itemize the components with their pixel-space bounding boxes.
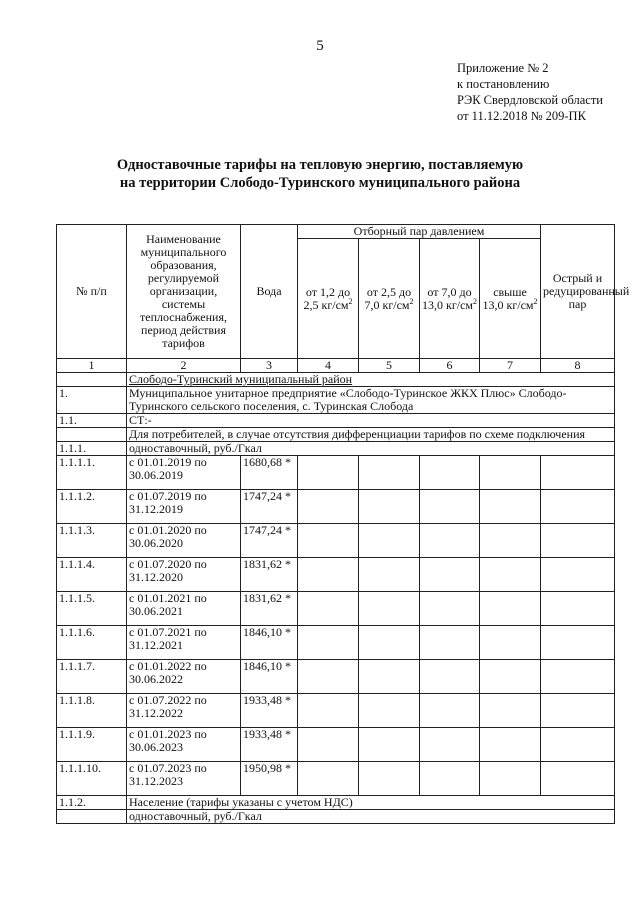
water-tariff: 1950,98 * xyxy=(241,762,298,796)
period: с 01.01.2023 по 30.06.2023 xyxy=(127,728,241,762)
table-row xyxy=(57,728,615,762)
water-tariff: 1831,62 * xyxy=(241,592,298,626)
water-tariff: 1846,10 * xyxy=(241,660,298,694)
row-number: 1.1.1.6. xyxy=(57,626,127,660)
appendix-line: к постановлению xyxy=(457,77,550,91)
appendix-line: РЭК Свердловской области xyxy=(457,93,603,107)
row-number: 1.1.1.2. xyxy=(57,490,127,524)
table-row xyxy=(57,626,615,660)
population-single-rate-label: одноставочный, руб./Гкал xyxy=(127,810,615,824)
consumers-row xyxy=(57,428,615,442)
row-number: 1.1.1.4. xyxy=(57,558,127,592)
header-sharp-steam: Острый и редуцированный пар xyxy=(541,225,615,359)
table-row xyxy=(57,456,615,490)
period: с 01.01.2019 по 30.06.2019 xyxy=(127,456,241,490)
population-row xyxy=(57,796,615,810)
col-number: 8 xyxy=(541,359,615,373)
period: с 01.01.2022 по 30.06.2022 xyxy=(127,660,241,694)
period: с 01.07.2021 по 31.12.2021 xyxy=(127,626,241,660)
organization-row xyxy=(57,387,615,414)
district-name: Слободо-Туринский муниципальный район xyxy=(127,373,615,387)
col-number: 2 xyxy=(127,359,241,373)
col-number: 1 xyxy=(57,359,127,373)
row-number: 1.1.1.9. xyxy=(57,728,127,762)
appendix-line: Приложение № 2 xyxy=(457,61,549,75)
water-tariff: 1933,48 * xyxy=(241,728,298,762)
table-row xyxy=(57,660,615,694)
population-single-rate-row xyxy=(57,810,615,824)
period: с 01.07.2022 по 31.12.2022 xyxy=(127,694,241,728)
period: с 01.07.2023 по 31.12.2023 xyxy=(127,762,241,796)
period: с 01.01.2021 по 30.06.2021 xyxy=(127,592,241,626)
title-line: на территории Слободо-Туринского муниципального района xyxy=(119,175,521,191)
water-tariff: 1831,62 * xyxy=(241,558,298,592)
header-pressure-2: от 2,5 до 7,0 $кг/см^2$ xyxy=(359,239,420,359)
population-label: Население (тарифы указаны с учетом НДС) xyxy=(127,796,615,810)
col-number: 6 xyxy=(420,359,480,373)
system-row xyxy=(57,414,615,428)
header-steam-group: Отборный пар давлением xyxy=(298,225,541,239)
col-number: 5 xyxy=(359,359,420,373)
page-number: 5 xyxy=(316,38,324,54)
col-number: 3 xyxy=(241,359,298,373)
row-number: 1.1. xyxy=(57,414,127,428)
header-pressure-3: от 7,0 до 13,0 $кг/см^2$ xyxy=(420,239,480,359)
water-tariff: 1846,10 * xyxy=(241,626,298,660)
district-row xyxy=(57,373,615,387)
row-number: 1.1.1. xyxy=(57,442,127,456)
table-row xyxy=(57,592,615,626)
period: с 01.07.2019 по 31.12.2019 xyxy=(127,490,241,524)
appendix-line: от 11.12.2018 № 209-ПК xyxy=(457,109,586,123)
header-name: Наименование муниципального образования, регулируемой организации, системы теплоснабжения, период действия тарифов xyxy=(127,225,241,359)
document-title xyxy=(0,156,640,192)
system-label: СТ:- xyxy=(127,414,615,428)
header-pressure-4: свыше 13,0 $кг/см^2$ xyxy=(480,239,541,359)
title-line: Одноставочные тарифы на тепловую энергию, поставляемую xyxy=(116,157,524,173)
organization-name: Муниципальное унитарное предприятие «Слободо-Туринское ЖКХ Плюс» Слободо-Туринского сельского поселения, с. Туринская Слобода xyxy=(127,387,615,414)
single-rate-label: одноставочный, руб./Гкал xyxy=(127,442,615,456)
table-row xyxy=(57,762,615,796)
single-rate-row xyxy=(57,442,615,456)
header-pressure-1: от 1,2 до 2,5 $кг/см^2$ xyxy=(298,239,359,359)
row-number: 1. xyxy=(57,387,127,414)
row-number: 1.1.1.10. xyxy=(57,762,127,796)
table-row xyxy=(57,490,615,524)
water-tariff: 1680,68 * xyxy=(241,456,298,490)
row-number: 1.1.1.1. xyxy=(57,456,127,490)
tariff-table xyxy=(56,224,630,824)
row-number: 1.1.1.3. xyxy=(57,524,127,558)
table-row xyxy=(57,694,615,728)
table-row xyxy=(57,524,615,558)
row-number: 1.1.2. xyxy=(57,796,127,810)
water-tariff: 1933,48 * xyxy=(241,694,298,728)
appendix-reference xyxy=(457,60,603,124)
header-num: № п/п xyxy=(57,225,127,359)
column-numbers-row xyxy=(57,359,615,373)
period: с 01.07.2020 по 31.12.2020 xyxy=(127,558,241,592)
period: с 01.01.2020 по 30.06.2020 xyxy=(127,524,241,558)
row-number: 1.1.1.5. xyxy=(57,592,127,626)
row-number: 1.1.1.7. xyxy=(57,660,127,694)
col-number: 4 xyxy=(298,359,359,373)
header-water: Вода xyxy=(241,225,298,359)
water-tariff: 1747,24 * xyxy=(241,524,298,558)
col-number: 7 xyxy=(480,359,541,373)
row-number: 1.1.1.8. xyxy=(57,694,127,728)
table-row xyxy=(57,558,615,592)
water-tariff: 1747,24 * xyxy=(241,490,298,524)
consumers-label: Для потребителей, в случае отсутствия дифференциации тарифов по схеме подключения xyxy=(127,428,615,442)
